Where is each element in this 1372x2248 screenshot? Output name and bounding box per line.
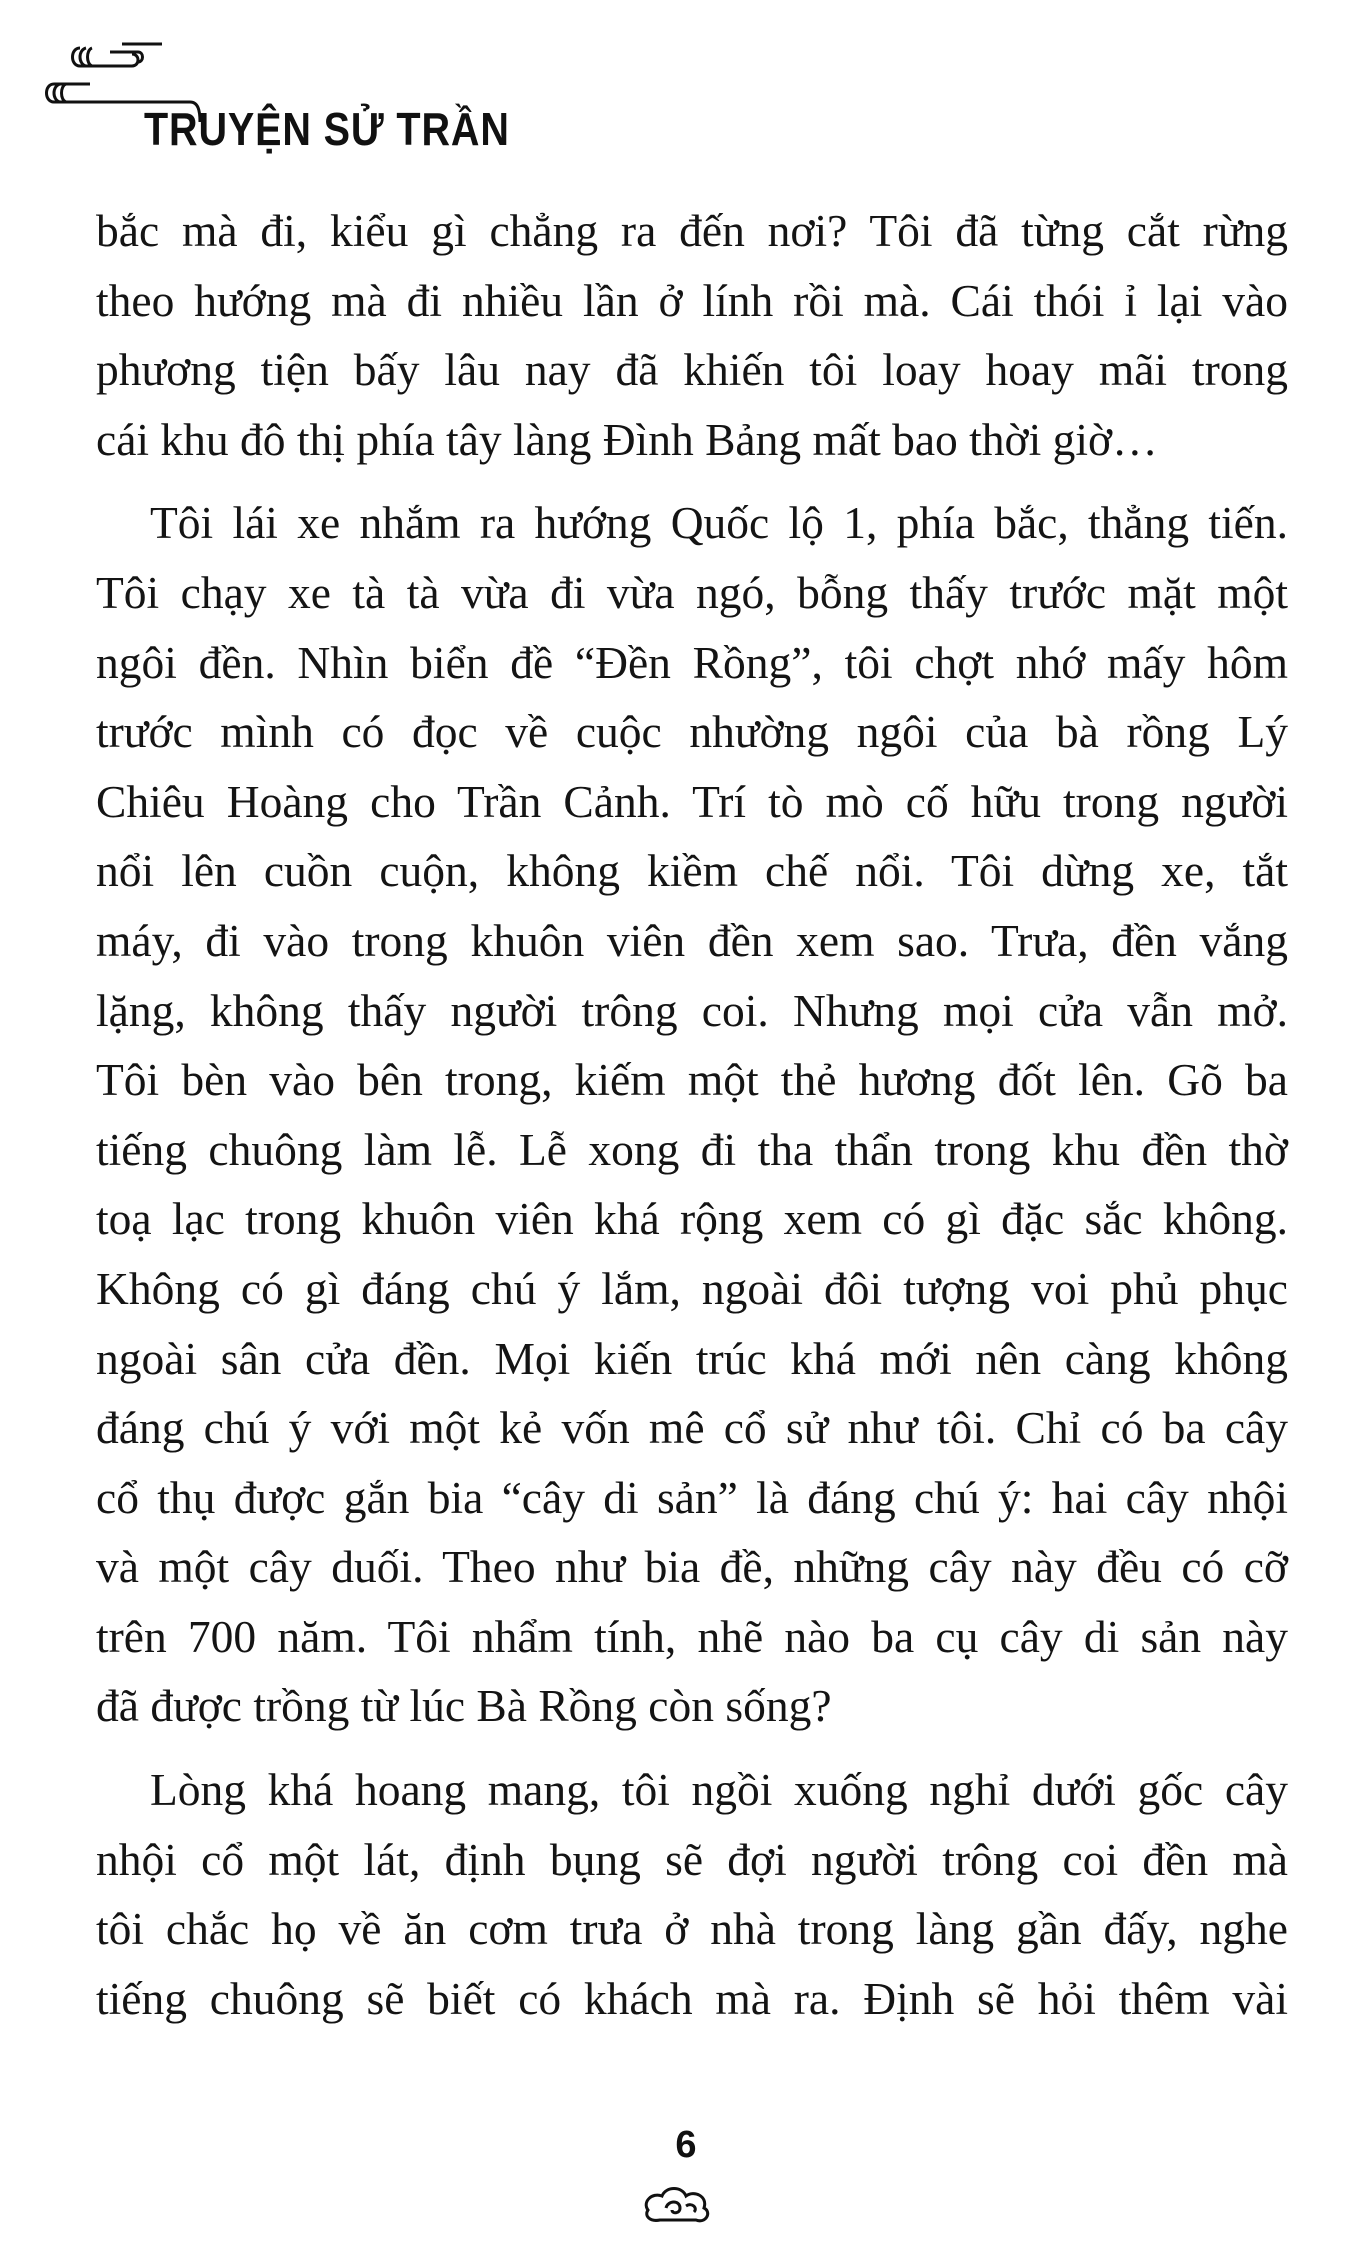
paragraph [96,196,1288,474]
text-line: và một cây duối. Theo như bia đề, những cây này đều có cỡ [96,1541,1288,1593]
page-body-text [96,196,1288,2033]
text-line: Tôi bèn vào bên trong, kiếm một thẻ hương đốt lên. Gõ ba [96,1054,1288,1106]
text-line: Lòng khá hoang mang, tôi ngồi xuống nghỉ dưới gốc cây [150,1764,1288,1816]
page-number: 6 [675,2124,697,2166]
text-line: trên 700 năm. Tôi nhẩm tính, nhẽ nào ba cụ cây di sản này [96,1610,1288,1662]
text-line: toạ lạc trong khuôn viên khá rộng xem có gì đặc sắc không. [96,1193,1288,1245]
text-line: tiếng chuông làm lễ. Lễ xong đi tha thẩn trong khu đền thờ [96,1123,1288,1175]
book-title: TRUYỆN SỬ TRẦN [144,103,510,155]
text-line: cổ thụ được gắn bia “cây di sản” là đáng chú ý: hai cây nhội [96,1471,1288,1523]
text-line: Không có gì đáng chú ý lắm, ngoài đôi tượng voi phủ phục [96,1262,1288,1314]
text-line: nổi lên cuồn cuộn, không kiềm chế nổi. Tôi dừng xe, tắt [96,845,1288,897]
text-line: lặng, không thấy người trông coi. Nhưng mọi cửa vẫn mở. [96,984,1288,1036]
text-line: nhội cổ một lát, định bụng sẽ đợi người trông coi đền mà [96,1833,1288,1885]
text-line: Chiêu Hoàng cho Trần Cảnh. Trí tò mò cố hữu trong người [96,775,1288,827]
text-line: đáng chú ý với một kẻ vốn mê cổ sử như tôi. Chỉ có ba cây [96,1402,1288,1454]
text-line: Tôi lái xe nhắm ra hướng Quốc lộ 1, phía bắc, thẳng tiến. [150,497,1288,549]
text-line: bắc mà đi, kiểu gì chẳng ra đến nơi? Tôi đã từng cắt rừng [96,205,1288,256]
text-line: phương tiện bấy lâu nay đã khiến tôi loay hoay mãi trong [96,344,1288,396]
paragraph [96,1755,1288,2033]
cloud-swirl-icon [638,2180,718,2230]
text-line: theo hướng mà đi nhiều lần ở lính rồi mà. Cái thói ỉ lại vào [96,274,1288,326]
text-line: ngôi đền. Nhìn biển đề “Đền Rồng”, tôi chợt nhớ mấy hôm [96,636,1288,688]
text-line: máy, đi vào trong khuôn viên đền xem sao. Trưa, đền vắng [96,914,1288,966]
page-header [40,40,640,160]
text-line: tiếng chuông sẽ biết có khách mà ra. Định sẽ hỏi thêm vài [96,1972,1288,2024]
text-line: đã được trồng từ lúc Bà Rồng còn sống? [96,1680,832,1732]
text-line: tôi chắc họ về ăn cơm trưa ở nhà trong làng gần đấy, nghe [96,1903,1288,1955]
text-line: trước mình có đọc về cuộc nhường ngôi của bà rồng Lý [96,706,1288,758]
text-line: cái khu đô thị phía tây làng Đình Bảng mất bao thời giờ… [96,413,1158,465]
text-line: ngoài sân cửa đền. Mọi kiến trúc khá mới nên càng không [96,1332,1288,1384]
paragraph [96,488,1288,1741]
text-line: Tôi chạy xe tà tà vừa đi vừa ngó, bỗng thấy trước mặt một [96,566,1288,618]
